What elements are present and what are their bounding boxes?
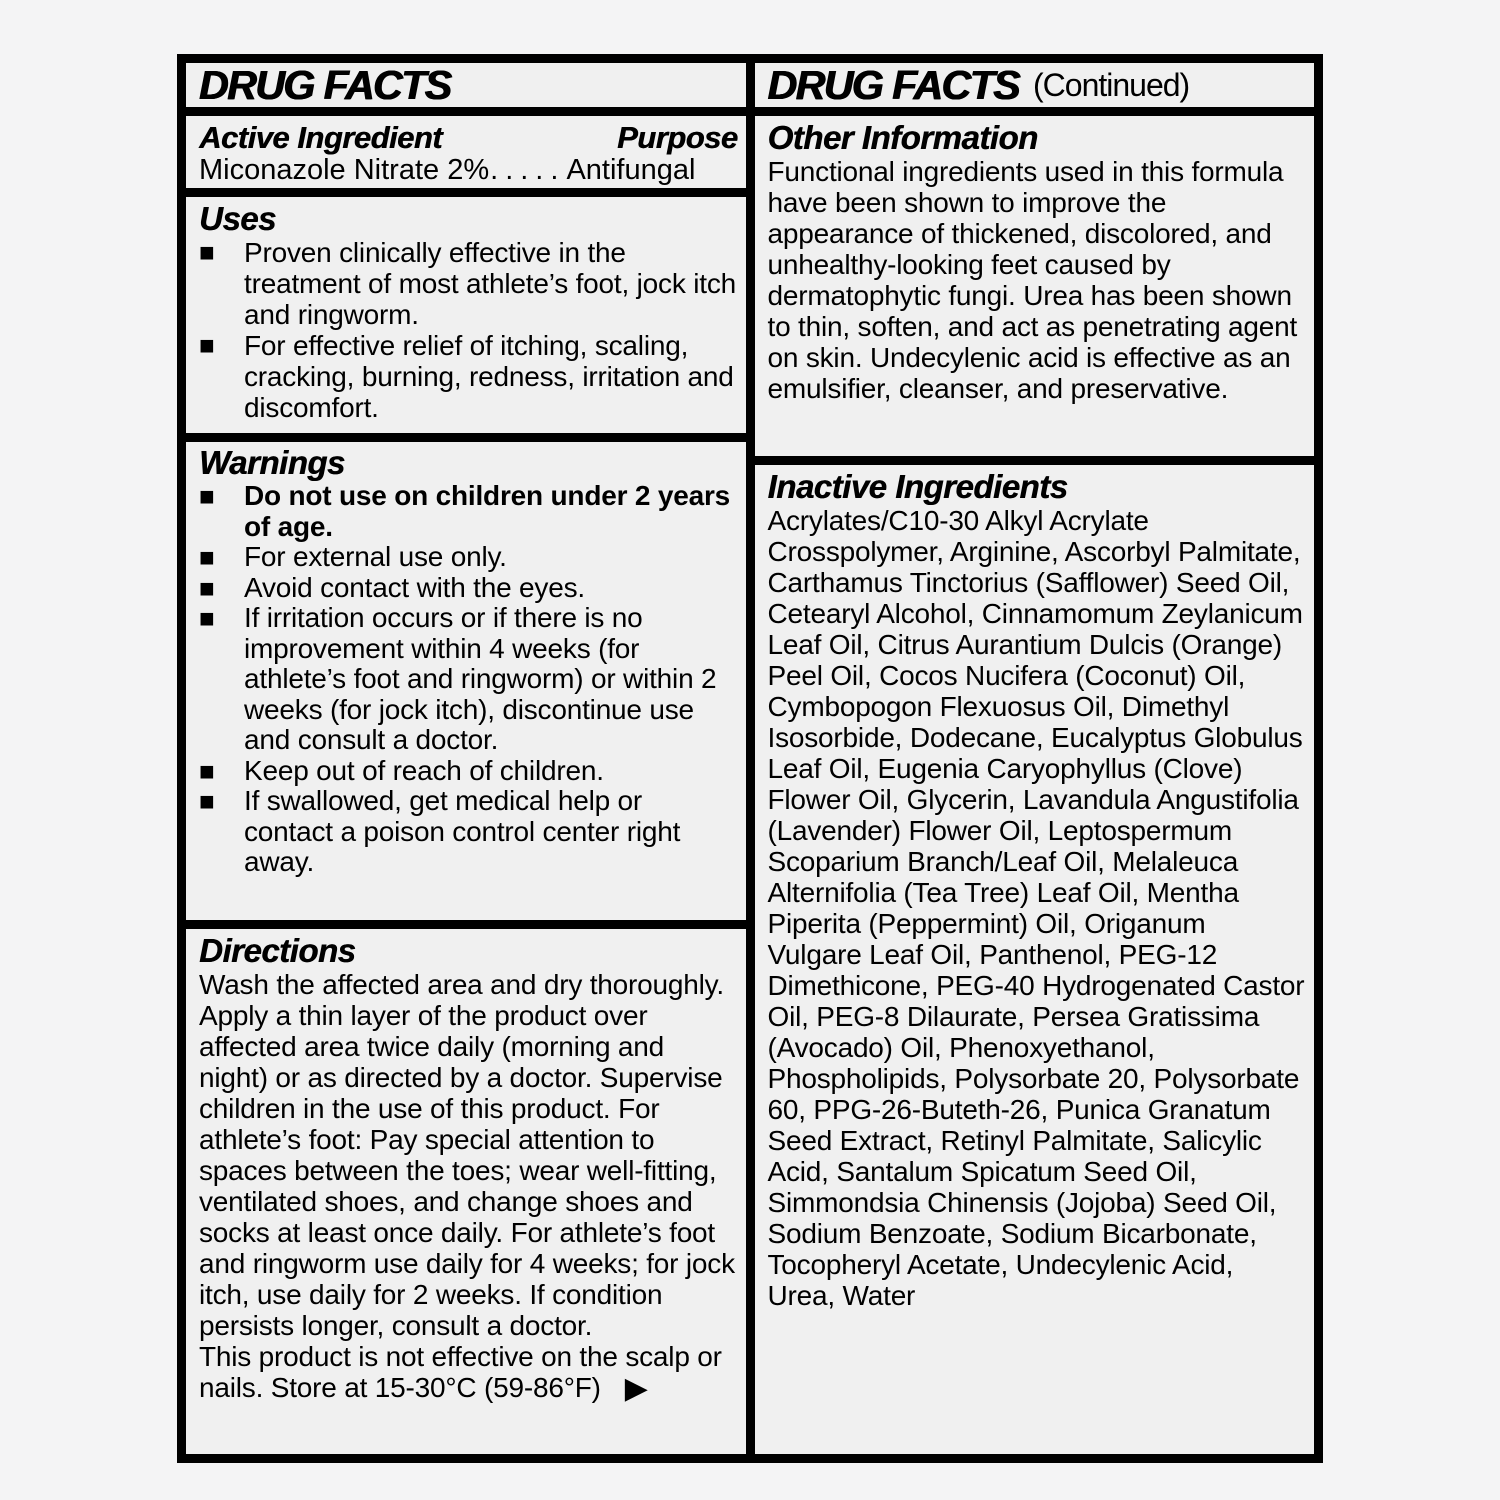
- directions-paragraph: Wash the affected area and dry thoroughly. Apply a thin layer of the product over affected area twice daily (morning and night) or as directed by a doctor. Supervise children in the use of this product. For athlete’s foot: Pay special attention to spaces between the toes; wear well-fitting, ventilated shoes, and change shoes and socks at least once daily. For athlete’s foot and ringworm use daily for 4 weeks; for jock itch, use daily for 2 weeks. If condition persists longer, consult a doctor.: [199, 969, 735, 1341]
- directions-text: [199, 969, 738, 1403]
- bullet-item-text: For effective relief of itching, scaling, cracking, burning, redness, irritation and discomfort.: [244, 330, 734, 423]
- warning-item: [199, 542, 738, 573]
- bullet-item-text: Do not use on children under 2 years of age.: [244, 480, 731, 542]
- directions-heading: Directions: [199, 932, 356, 969]
- drug-facts-header-right: [755, 63, 1315, 107]
- inactive-ingredients-heading: Inactive Ingredients: [767, 468, 1068, 505]
- bullet-item-text: Avoid contact with the eyes.: [244, 571, 585, 603]
- directions-paragraph: This product is not effective on the scalp or nails. Store at 15-30°C (59-86°F) ▶: [199, 1341, 722, 1405]
- warnings-list: [199, 481, 738, 878]
- bullet-item-text: If irritation occurs or if there is no improvement within 4 weeks (for athlete’s foot and ringworm) or within 2 weeks (for jock itch), discontinue use and consult a doctor.: [244, 602, 717, 755]
- purpose-heading: Purpose: [616, 120, 738, 155]
- bullet-item-text: If swallowed, get medical help or contact a poison control center right away.: [244, 785, 681, 877]
- bullet-item-text: Proven clinically effective in the treatment of most athlete’s foot, jock itch and ringworm.: [244, 237, 737, 330]
- left-column: [186, 63, 746, 1454]
- square-bullet-icon: ■: [199, 542, 215, 572]
- continued-arrow-icon: ▶: [624, 1372, 648, 1405]
- active-ingredient-value-row: [199, 154, 738, 187]
- warning-item: [199, 573, 738, 604]
- active-ingredient-name: Miconazole Nitrate 2%: [199, 154, 490, 186]
- square-bullet-icon: ■: [199, 786, 215, 816]
- other-information-heading: Other Information: [767, 119, 1038, 156]
- inactive-ingredients-text: Acrylates/C10-30 Alkyl Acrylate Crosspolymer, Arginine, Ascorbyl Palmitate, Carthamus Tinctorius (Safflower) Seed Oil, Cetearyl Alcohol, Cinnamomum Zeylanicum Leaf Oil, Citrus Aurantium Dulcis (Orange) Peel Oil, Cocos Nucifera (Coconut) Oil, Cymbopogon Flexuosus Oil, Dimethyl Isosorbide, Dodecane, Eucalyptus Globulus Leaf Oil, Eugenia Caryophyllus (Clove) Flower Oil, Glycerin, Lavandula Angustifolia (Lavender) Flower Oil, Leptospermum Scoparium Branch/Leaf Oil, Melaleuca Alternifolia (Tea Tree) Leaf Oil, Mentha Piperita (Peppermint) Oil, Origanum Vulgare Leaf Oil, Panthenol, PEG-12 Dimethicone, PEG-40 Hydrogenated Castor Oil, PEG-8 Dilaurate, Persea Gratissima (Avocado) Oil, Phenoxyethanol, Phospholipids, Polysorbate 20, Polysorbate 60, PPG-26-Buteth-26, Punica Granatum Seed Extract, Retinyl Palmitate, Salicylic Acid, Santalum Spicatum Seed Oil, Simmondsia Chinensis (Jojoba) Seed Oil, Sodium Benzoate, Sodium Bicarbonate, Tocopheryl Acetate, Undecylenic Acid, Urea, Water: [767, 505, 1305, 1311]
- warnings-heading: Warnings: [199, 444, 345, 481]
- drug-facts-label: [177, 54, 1323, 1463]
- drug-facts-title-continued: DRUG FACTS: [767, 63, 1019, 107]
- uses-item: [199, 330, 738, 423]
- active-ingredient-heading-row: [199, 121, 738, 154]
- square-bullet-icon: ■: [199, 481, 215, 511]
- uses-list: [199, 237, 738, 423]
- warning-item: [199, 481, 738, 542]
- continued-label: (Continued): [1033, 66, 1190, 103]
- bullet-item-text: Keep out of reach of children.: [244, 754, 604, 786]
- drug-facts-header-left: [186, 63, 746, 107]
- dotted-leader: .....: [490, 154, 566, 186]
- warnings-section: [186, 442, 746, 920]
- square-bullet-icon: ■: [199, 755, 215, 786]
- bullet-item-text: For external use only.: [244, 541, 507, 572]
- active-ingredient-heading: Active Ingredient: [199, 120, 442, 155]
- warning-item: [199, 603, 738, 756]
- uses-heading: Uses: [199, 200, 276, 237]
- uses-section: [186, 197, 746, 433]
- purpose-value: Antifungal: [566, 154, 696, 186]
- square-bullet-icon: ■: [199, 603, 215, 633]
- square-bullet-icon: ■: [199, 330, 215, 360]
- warning-item: [199, 786, 738, 878]
- right-column: [755, 63, 1315, 1454]
- other-information-section: [755, 116, 1315, 456]
- square-bullet-icon: ■: [199, 572, 215, 603]
- drug-facts-title: DRUG FACTS: [199, 63, 451, 107]
- square-bullet-icon: ■: [199, 237, 215, 267]
- other-information-text: Functional ingredients used in this formula have been shown to improve the appearance of thickened, discolored, and unhealthy-looking feet caused by dermatophytic fungi. Urea has been shown to thin, soften, and act as penetrating agent on skin. Undecylenic acid is effective as an emulsifier, cleanser, and preservative.: [767, 156, 1298, 404]
- active-ingredient-section: [186, 116, 746, 188]
- directions-section: [186, 929, 746, 1454]
- warning-item: [199, 756, 738, 787]
- uses-item: [199, 237, 738, 330]
- inactive-ingredients-section: [755, 465, 1315, 1454]
